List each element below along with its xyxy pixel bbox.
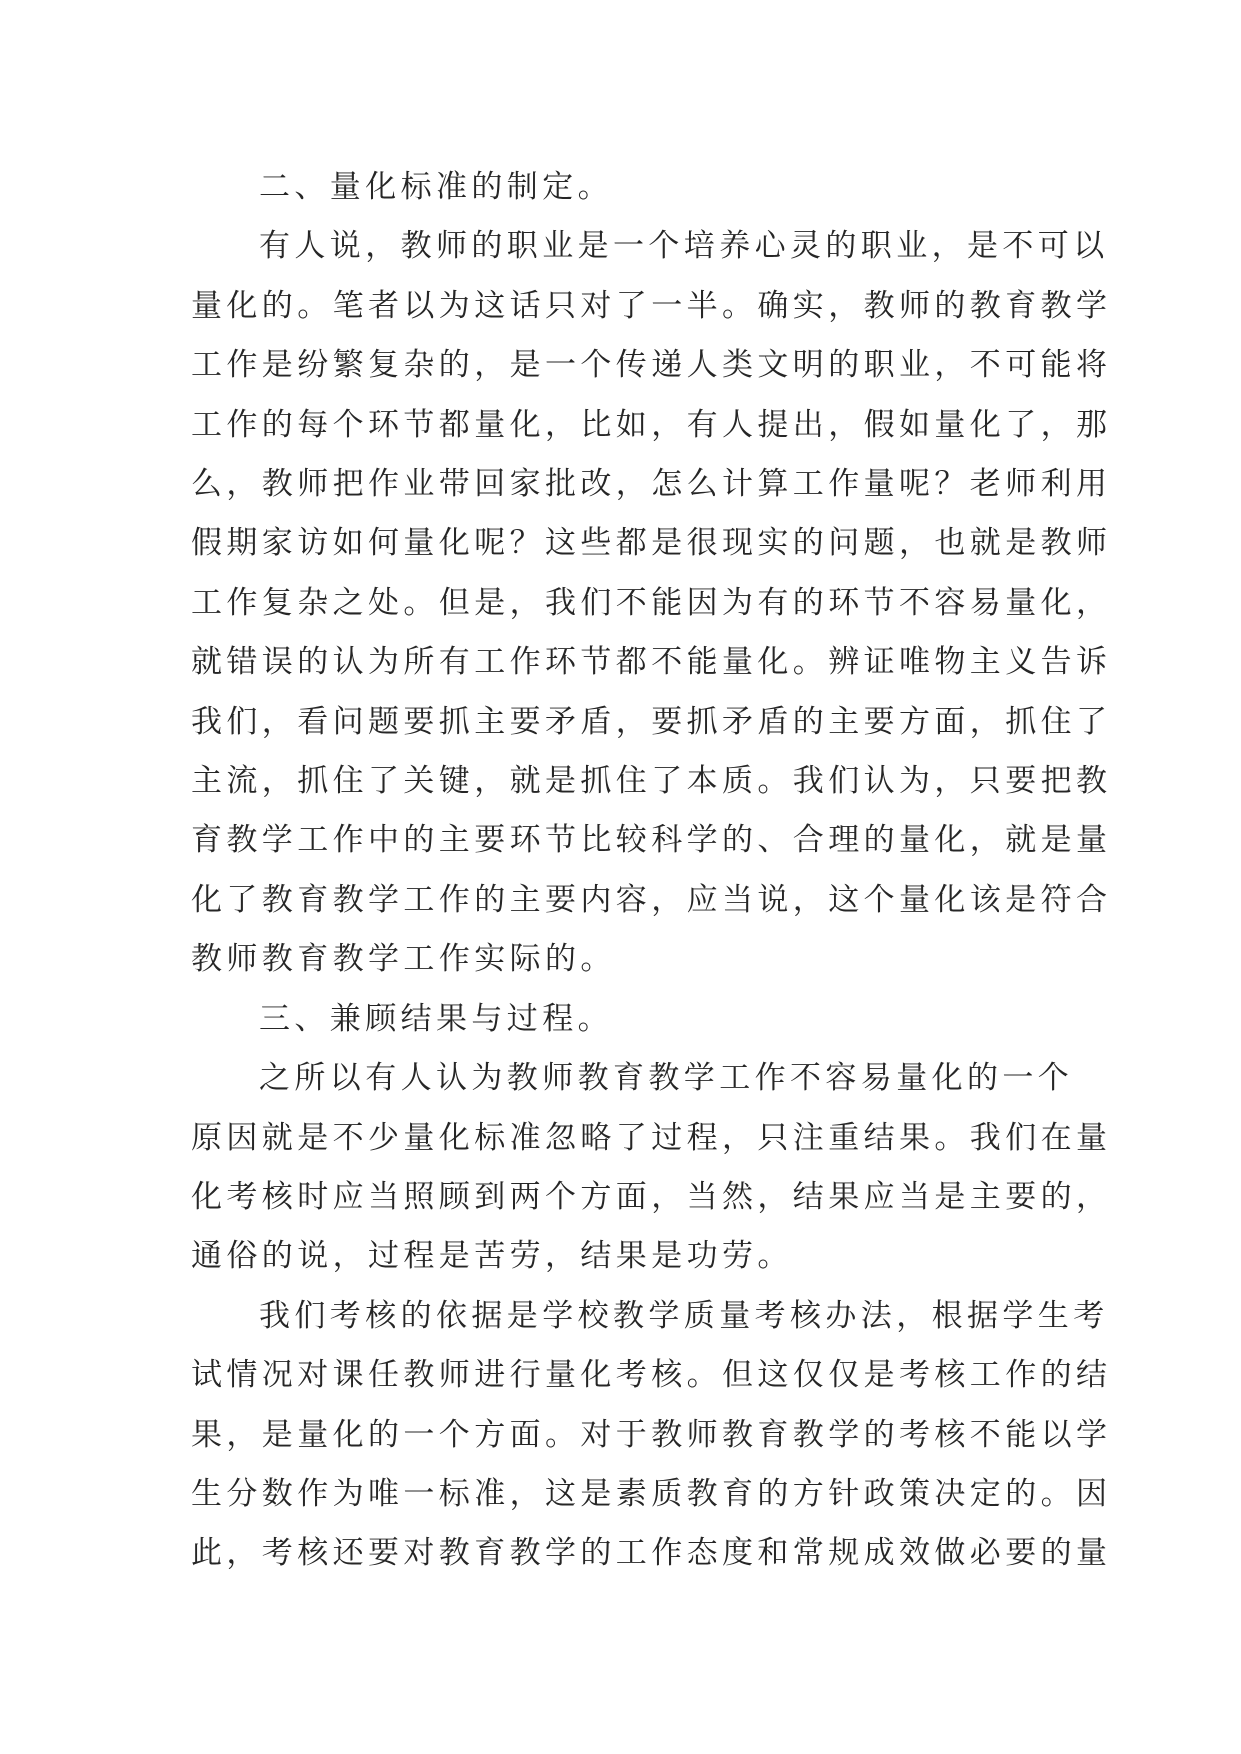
paragraph-quantification-standard — [191, 217, 1112, 989]
paragraph-line: 果，是量化的一个方面。对于教师教育教学的考核不能以学 — [191, 1416, 1112, 1453]
document-page — [191, 158, 1112, 1584]
paragraph-line: 育教学工作中的主要环节比较科学的、合理的量化，就是量 — [191, 822, 1112, 859]
paragraph-line: 主流，抓住了关键，就是抓住了本质。我们认为，只要把教 — [191, 763, 1112, 800]
paragraph-line: 原因就是不少量化标准忽略了过程，只注重结果。我们在量 — [191, 1119, 1112, 1156]
paragraph-line: 此，考核还要对教育教学的工作态度和常规成效做必要的量 — [191, 1535, 1112, 1572]
paragraph-line: 通俗的说，过程是苦劳，结果是功劳。 — [191, 1238, 793, 1275]
paragraph-line: 我们，看问题要抓主要矛盾，要抓矛盾的主要方面，抓住了 — [191, 703, 1112, 740]
paragraph-line: 生分数作为唯一标准，这是素质教育的方针政策决定的。因 — [191, 1475, 1112, 1512]
paragraph-line: 试情况对课任教师进行量化考核。但这仅仅是考核工作的结 — [191, 1357, 1112, 1394]
paragraph-line: 化考核时应当照顾到两个方面，当然，结果应当是主要的， — [191, 1178, 1112, 1215]
heading-text: 二、量化标准的制定。 — [259, 169, 613, 205]
paragraph-line: 有人说，教师的职业是一个培养心灵的职业，是不可以 — [259, 228, 1109, 265]
paragraph-line: 就错误的认为所有工作环节都不能量化。辨证唯物主义告诉 — [191, 644, 1112, 681]
paragraph-line: 工作复杂之处。但是，我们不能因为有的环节不容易量化， — [191, 584, 1112, 621]
paragraph-line: 工作是纷繁复杂的，是一个传递人类文明的职业，不可能将 — [191, 347, 1112, 384]
heading-text: 三、兼顾结果与过程。 — [259, 1000, 613, 1037]
paragraph-line: 假期家访如何量化呢？这些都是很现实的问题，也就是教师 — [191, 525, 1112, 562]
section-heading-2 — [191, 158, 1051, 217]
paragraph-line: 教师教育教学工作实际的。 — [191, 941, 616, 978]
section-heading-3 — [191, 990, 1051, 1049]
paragraph-line: 之所以有人认为教师教育教学工作不容易量化的一个 — [259, 1060, 1074, 1097]
paragraph-result-and-process — [191, 1049, 1112, 1287]
paragraph-line: 工作的每个环节都量化，比如，有人提出，假如量化了，那 — [191, 406, 1112, 443]
paragraph-line: 我们考核的依据是学校教学质量考核办法，根据学生考 — [259, 1297, 1109, 1334]
paragraph-line: 么，教师把作业带回家批改，怎么计算工作量呢？老师利用 — [191, 466, 1112, 503]
paragraph-line: 化了教育教学工作的主要内容，应当说，这个量化该是符合 — [191, 881, 1112, 918]
paragraph-line: 量化的。笔者以为这话只对了一半。确实，教师的教育教学 — [191, 287, 1112, 324]
paragraph-assessment-basis — [191, 1287, 1112, 1584]
